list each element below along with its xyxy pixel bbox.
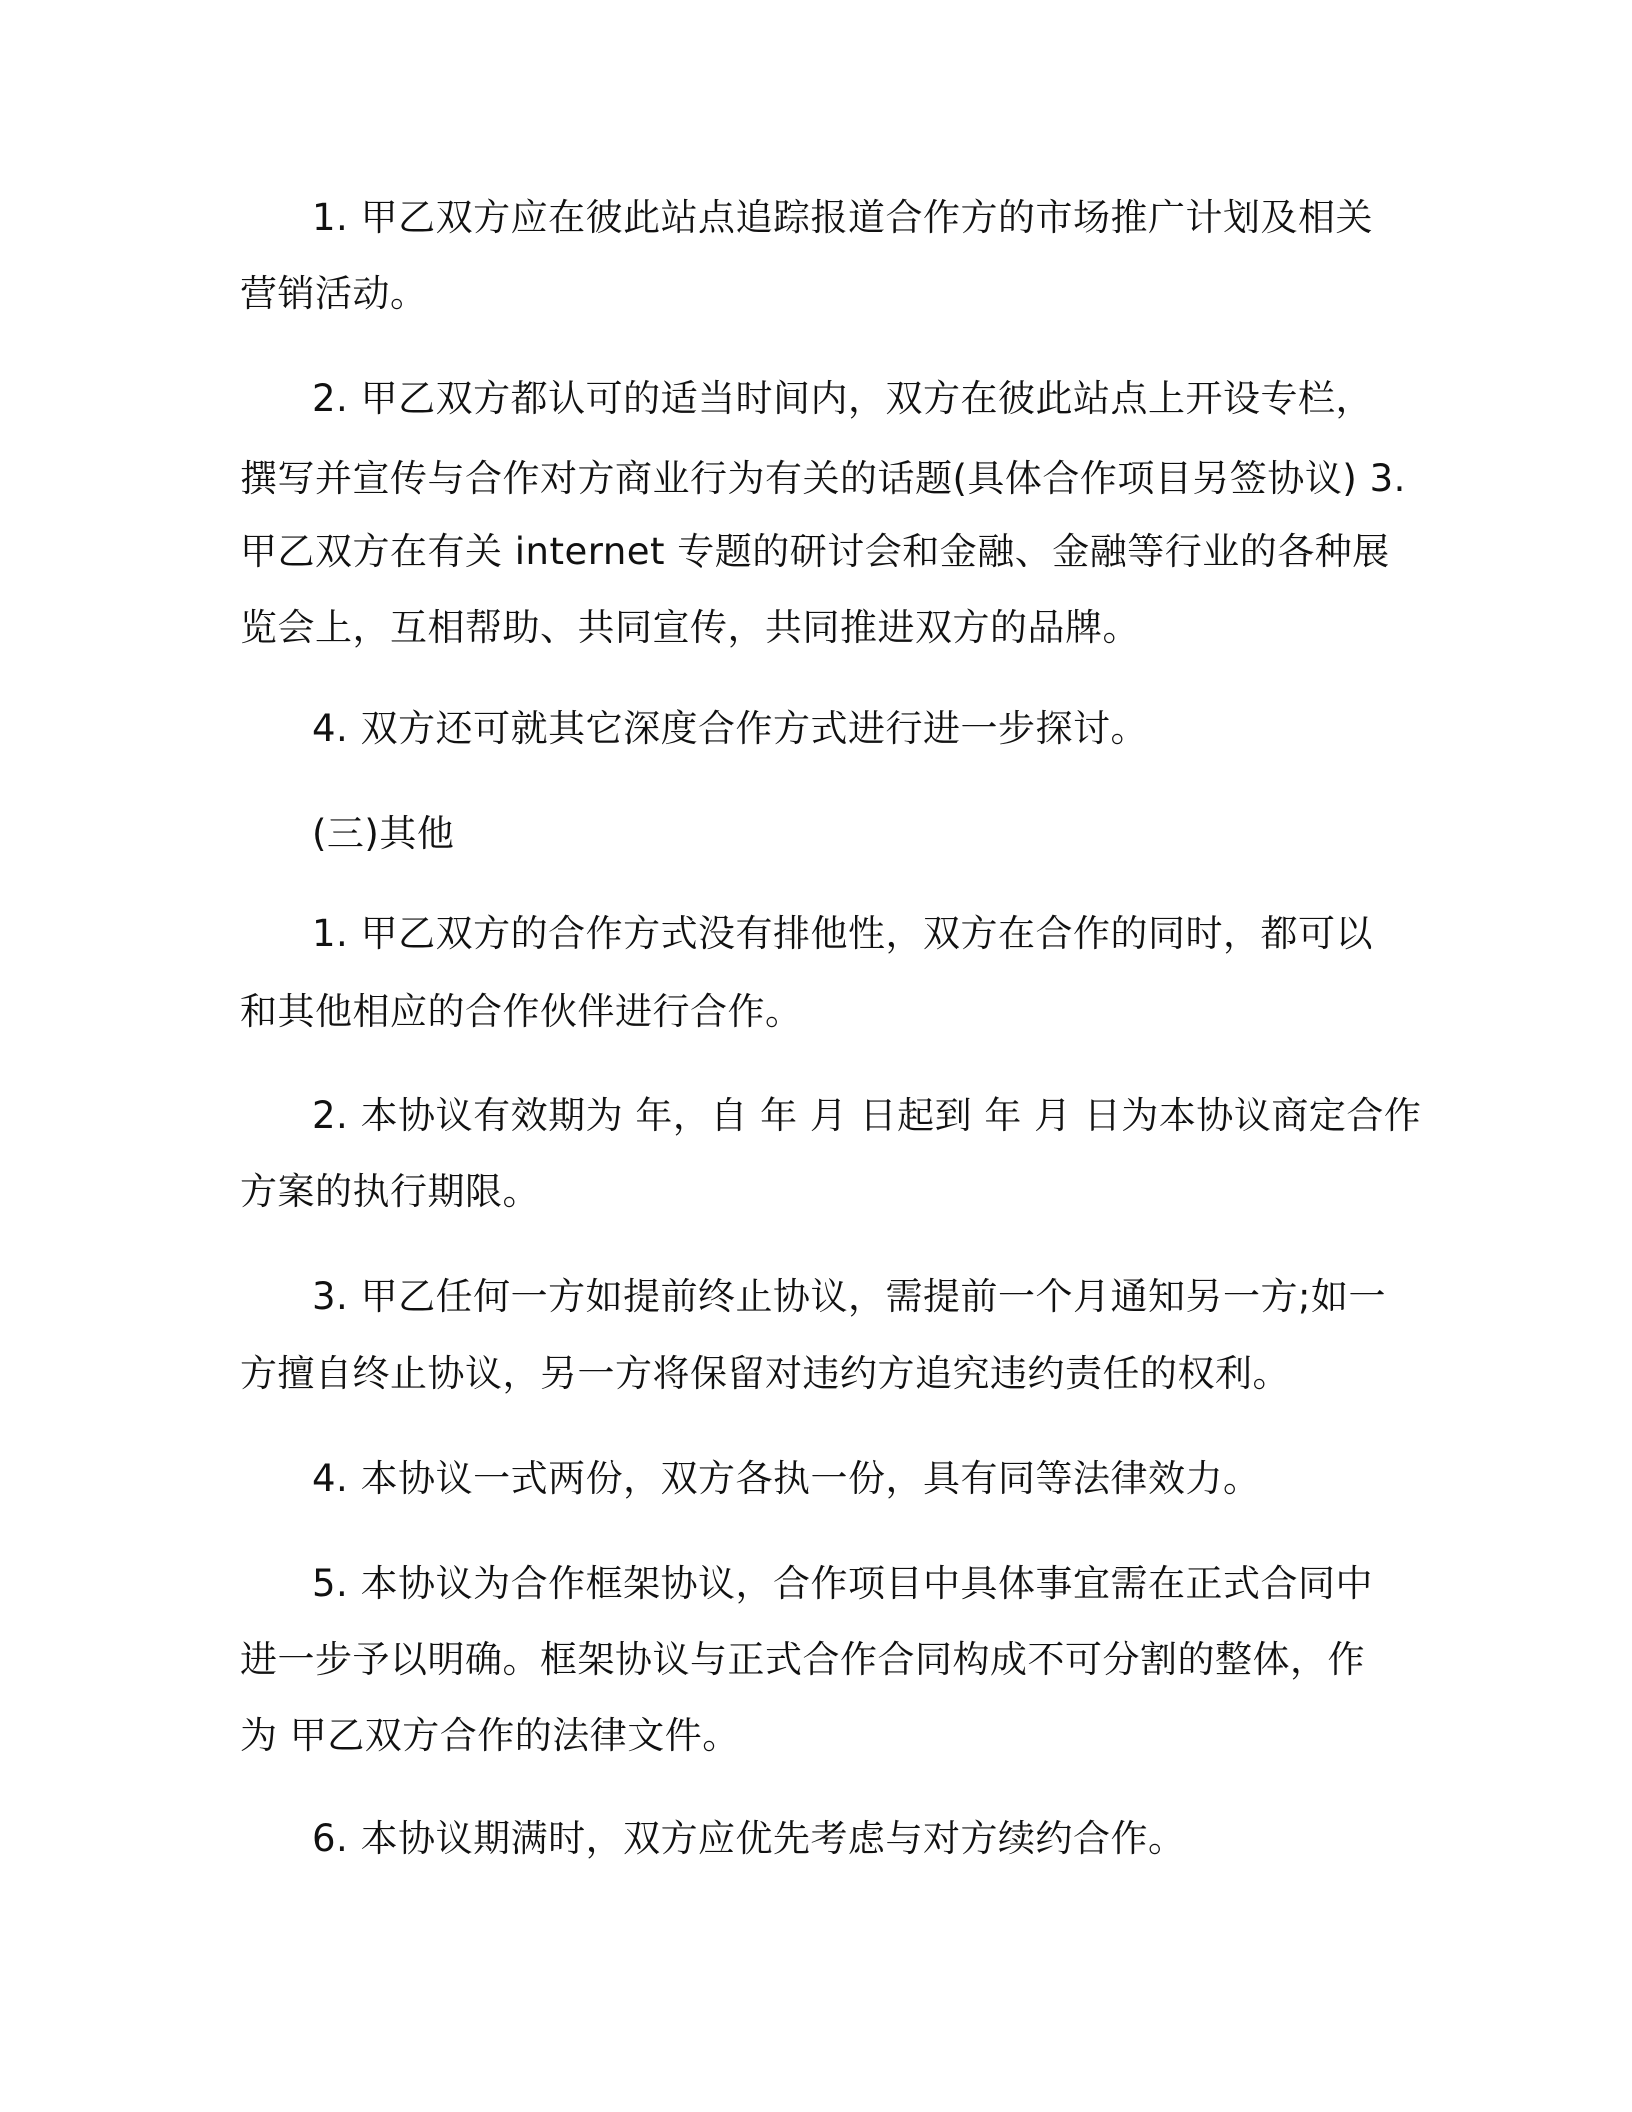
paragraph-1-line-1: 1. 甲乙双方应在彼此站点追踪报道合作方的市场推广计划及相关 [312, 196, 1374, 239]
other-6: 6. 本协议期满时，双方应优先考虑与对方续约合作。 [312, 1817, 1186, 1860]
other-1-line-1: 1. 甲乙双方的合作方式没有排他性，双方在合作的同时，都可以 [312, 912, 1374, 955]
other-5-line-2: 进一步予以明确。框架协议与正式合作合同构成不可分割的整体，作 [240, 1638, 1365, 1681]
other-3-line-2: 方擅自终止协议，另一方将保留对违约方追究违约责任的权利。 [240, 1352, 1290, 1395]
other-2-line-2: 方案的执行期限。 [240, 1170, 540, 1213]
paragraph-2-line-2: 撰写并宣传与合作对方商业行为有关的话题(具体合作项目另签协议) 3. [240, 457, 1406, 500]
other-4: 4. 本协议一式两份，双方各执一份，具有同等法律效力。 [312, 1457, 1261, 1500]
paragraph-2-line-3: 甲乙双方在有关 internet 专题的研讨会和金融、金融等行业的各种展 [240, 530, 1390, 573]
paragraph-2-line-4: 览会上，互相帮助、共同宣传，共同推进双方的品牌。 [240, 606, 1140, 649]
paragraph-1-line-2: 营销活动。 [240, 272, 428, 315]
other-3-line-1: 3. 甲乙任何一方如提前终止协议，需提前一个月通知另一方;如一 [312, 1275, 1387, 1318]
other-2-line-1: 2. 本协议有效期为 年，自 年 月 日起到 年 月 日为本协议商定合作 [312, 1094, 1422, 1137]
other-5-line-3: 为 甲乙双方合作的法律文件。 [240, 1714, 740, 1757]
section-heading-other: (三)其他 [312, 812, 455, 855]
other-1-line-2: 和其他相应的合作伙伴进行合作。 [240, 990, 803, 1033]
other-5-line-1: 5. 本协议为合作框架协议，合作项目中具体事宜需在正式合同中 [312, 1562, 1374, 1605]
paragraph-2-line-1: 2. 甲乙双方都认可的适当时间内，双方在彼此站点上开设专栏， [312, 377, 1374, 420]
paragraph-4: 4. 双方还可就其它深度合作方式进行进一步探讨。 [312, 707, 1149, 750]
